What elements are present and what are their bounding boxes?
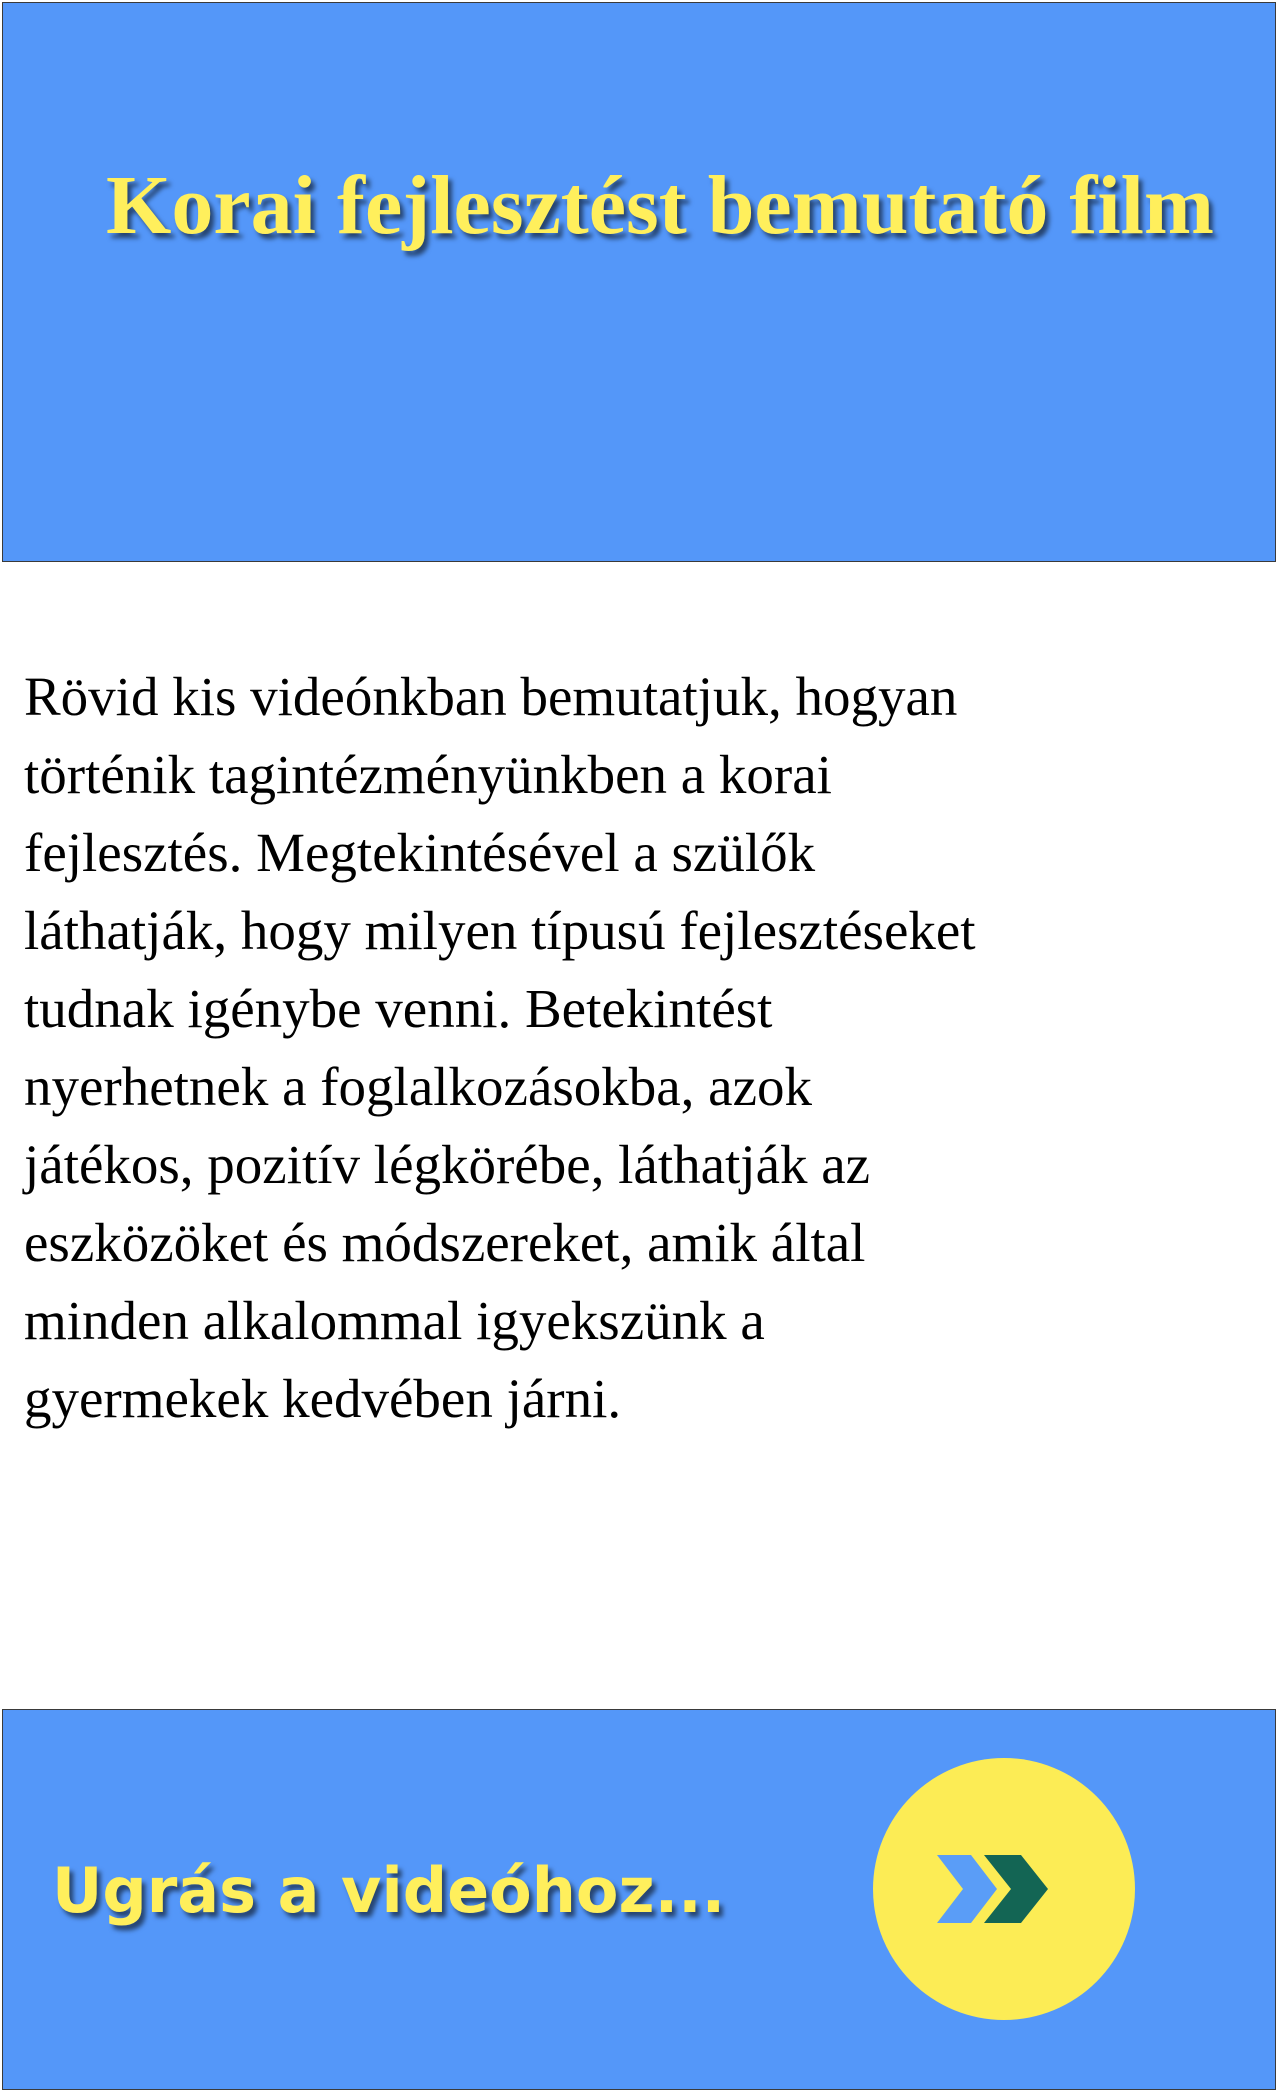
go-to-video-link[interactable]: Ugrás a videóhoz...	[52, 1854, 726, 1927]
chevron-light-icon	[937, 1855, 997, 1923]
double-chevron-right-icon	[873, 1758, 1135, 2020]
go-to-video-button[interactable]	[873, 1758, 1135, 2020]
video-description: Rövid kis videónkban bemutatjuk, hogyan történik tagintézményünkben a korai fejlesztés. Megtekintésével a szülők láthatják, hogy milyen típusú fejlesztéseket tudnak igénybe venni. Betekintést nyerhetnek a foglalkozásokba, azok játékos, pozitív légkörébe, láthatják az eszközöket és módszereket, amik által minden alkalommal igyekszünk a gyermekek kedvében járni.	[24, 666, 976, 1429]
header-banner	[2, 2, 1276, 562]
page-title: Korai fejlesztést bemutató film	[106, 159, 1214, 252]
